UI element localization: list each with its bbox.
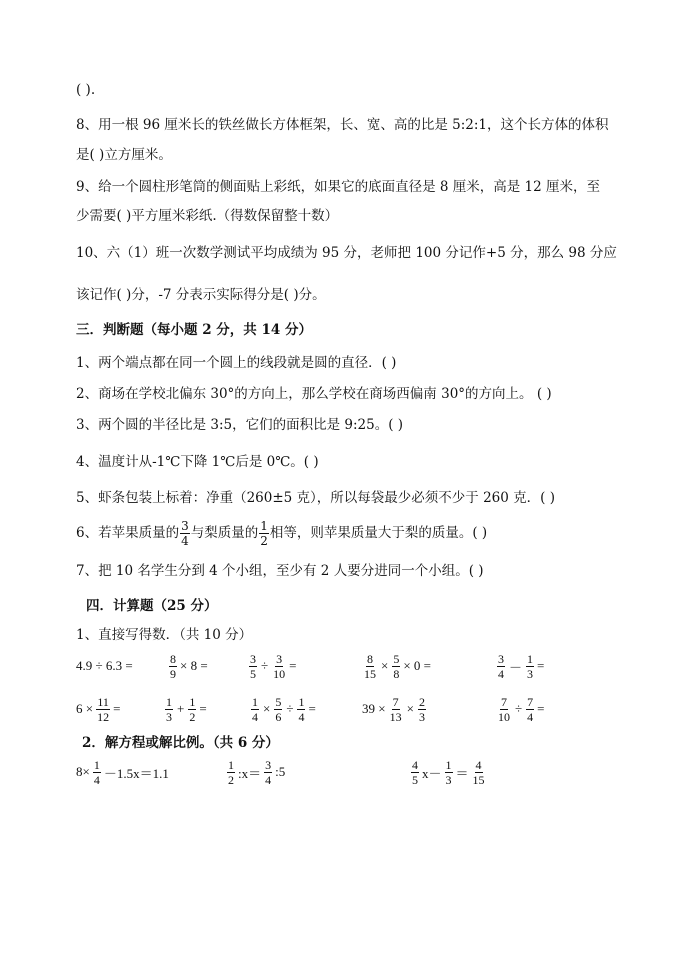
judge-5: 5、虾条包装上标着：净重（260±5 克），所以每袋最少必须不少于 260 克．( ): [76, 490, 555, 506]
judge-4: 4、温度计从-1℃下降 1℃后是 0℃。( ): [76, 454, 319, 470]
calc-r2-4: 39 × $\frac{7}{13}$ × $\frac{2}{3}$: [362, 694, 425, 724]
question-10-line1: 10、六（1）班一次数学测试平均成绩为 95 分，老师把 100 分记作+5 分，那么 98 分应: [76, 245, 617, 261]
fraction-3-4: $\frac{3}{4}$: [181, 518, 189, 548]
question-8-line1: 8、用一根 96 厘米长的铁丝做长方体框架，长、宽、高的比是 5:2:1，这个长方体的体积: [76, 117, 609, 133]
question-9-line2: 少需要( )平方厘米彩纸.（得数保留整十数）: [76, 208, 339, 224]
calc-r2-1: 6 × $\frac{11}{12}$ =: [76, 694, 121, 724]
judge-6-text-b: 与梨质量的: [190, 525, 259, 541]
calc-r1-5: $\frac{3}{4}$ － $\frac{1}{3}$ =: [498, 651, 545, 681]
calc-r1-2: $\frac{8}{9}$ × 8 =: [170, 651, 208, 681]
judge-6: [76, 513, 487, 553]
calc-part-1-heading: 1、直接写得数．（共 10 分）: [76, 627, 253, 643]
calc-r1-3: $\frac{3}{5}$ ÷ $\frac{3}{10}$ =: [250, 651, 297, 681]
calc-r2-2: $\frac{1}{3}$ + $\frac{1}{2}$ =: [166, 694, 207, 724]
calc-r2-5: $\frac{7}{10}$ ÷ $\frac{7}{4}$ =: [498, 694, 545, 724]
calc-part-2-heading: 2．解方程或解比例。（共 6 分）: [82, 735, 279, 751]
judge-2: 2、商场在学校北偏东 30°的方向上，那么学校在商场西偏南 30°的方向上。 ( ): [76, 386, 552, 402]
question-9-line1: 9、给一个圆柱形笔筒的侧面贴上彩纸，如果它的底面直径是 8 厘米，高是 12 厘米，至: [76, 179, 601, 195]
section-3-heading: 三．判断题（每小题 2 分，共 14 分）: [76, 322, 312, 338]
calc-r2-3: $\frac{1}{4}$ × $\frac{5}{6}$ ÷ $\frac{1}{4}$ =: [252, 694, 316, 724]
equation-3: $\frac{4}{5}$ x－ $\frac{1}{3}$ ＝ $\frac{4}{15}$: [412, 757, 485, 787]
judge-1: 1、两个端点都在同一个圆上的线段就是圆的直径．( ): [76, 355, 397, 371]
calc-r1-1: 4.9 ÷ 6.3 =: [76, 658, 133, 673]
fraction-1-2: $\frac{1}{2}$: [260, 518, 268, 548]
calc-r1-4: $\frac{8}{15}$ × $\frac{5}{8}$ × 0 =: [364, 651, 432, 681]
judge-7: 7、把 10 名学生分到 4 个小组，至少有 2 人要分进同一个小组。( ): [76, 563, 484, 579]
line-blank-top: ( ).: [76, 82, 96, 98]
judge-3: 3、两个圆的半径比是 3:5，它们的面积比是 9:25。( ): [76, 417, 404, 433]
equation-1: 8× $\frac{1}{4}$ －1.5x＝1.1: [76, 757, 169, 787]
judge-6-text-c: 相等，则苹果质量大于梨的质量。( ): [269, 525, 488, 541]
question-8-line2: 是( )立方厘米。: [76, 147, 172, 163]
question-10-line2: 该记作( )分，-7 分表示实际得分是( )分。: [76, 287, 326, 303]
judge-6-text-a: 6、若苹果质量的: [76, 525, 180, 541]
section-4-heading: 四．计算题（25 分）: [86, 598, 218, 614]
equation-2: $\frac{1}{2}$ :x＝ $\frac{3}{4}$ :5: [228, 757, 286, 787]
